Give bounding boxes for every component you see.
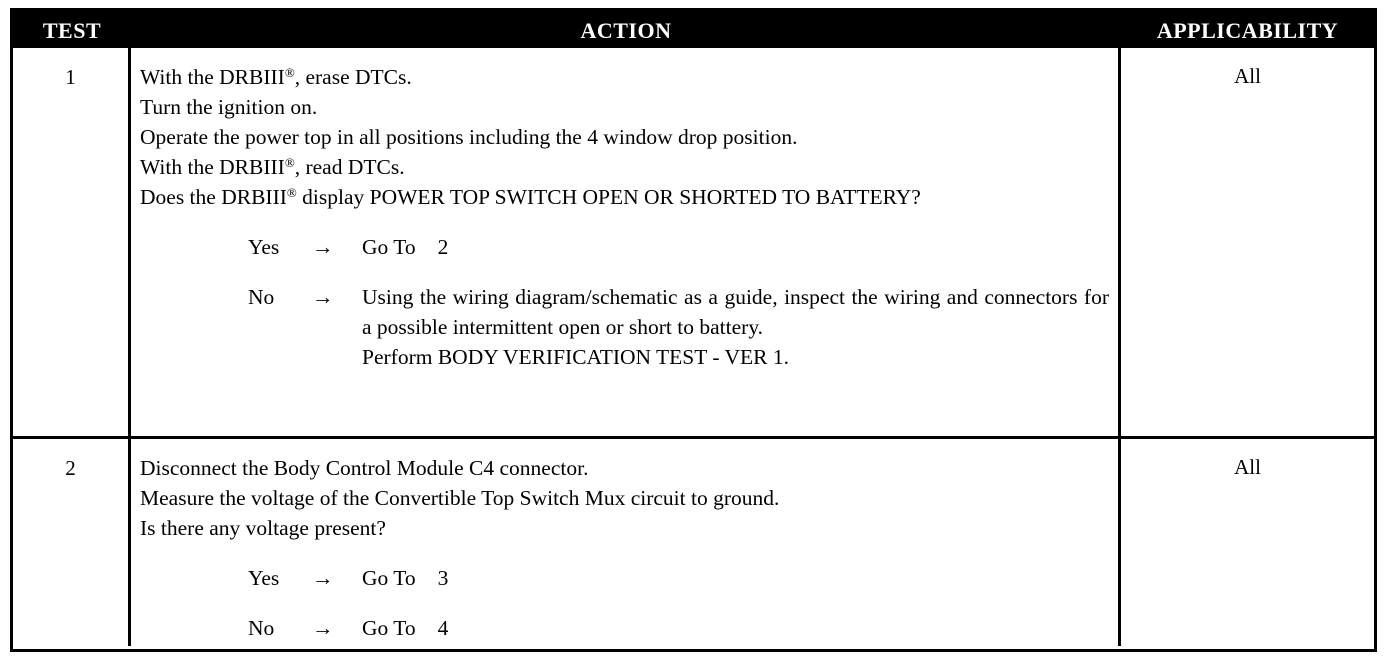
diagnostic-table [10,8,1377,652]
step-text: display POWER TOP SWITCH OPEN OR SHORTED TO BATTERY? [296,185,921,209]
goto-number: 2 [437,235,449,259]
action-question [140,182,1109,212]
action-question: Is there any voltage present? [140,516,386,540]
header-action: ACTION [580,17,672,43]
action-step: Operate the power top in all positions including the 4 window drop position. [140,125,798,149]
answer-yes [248,563,1109,593]
answer-instruction: Perform BODY VERIFICATION TEST - VER 1. [362,345,790,369]
table-row [13,48,1374,439]
answer-result [362,282,1109,372]
header-test: TEST [42,17,102,43]
answer-no [248,282,1109,372]
action-step: Measure the voltage of the Convertible Top Switch Mux circuit to ground. [140,486,780,510]
arrow-icon: → [312,285,334,309]
test-number: 2 [13,439,131,646]
step-text: Does the DRBIII [140,185,287,209]
answer-label: No [248,616,275,640]
goto-number: 4 [437,616,449,640]
action-cell [131,48,1121,436]
step-text: , read DTCs. [294,155,405,179]
answer-result [362,563,1109,593]
goto-text: Go To [362,616,416,640]
test-number: 1 [13,48,131,436]
answer-result [362,613,1109,643]
action-step: Turn the ignition on. [140,95,318,119]
goto-text: Go To [362,235,416,259]
arrow-icon: → [312,616,334,640]
applicability-value: All [1234,64,1261,88]
step-text: With the DRBIII [140,65,285,89]
applicability-value: All [1234,455,1261,479]
action-step [140,152,1109,182]
answer-yes [248,232,1109,262]
answer-label: Yes [248,566,280,590]
answer-instruction: Using the wiring diagram/schematic as a guide, inspect the wiring and connectors for a possible intermittent open or short to battery. [362,285,1109,339]
answer-label: No [248,285,275,309]
action-step [140,62,1109,92]
action-step: Disconnect the Body Control Module C4 connector. [140,456,589,480]
arrow-icon: → [312,566,334,590]
arrow-icon: → [312,235,334,259]
registered-mark: ® [286,185,297,200]
action-cell [131,439,1121,646]
answer-label: Yes [248,235,280,259]
step-text: With the DRBIII [140,155,285,179]
registered-mark: ® [284,155,295,170]
goto-number: 3 [437,566,449,590]
step-text: , erase DTCs. [294,65,412,89]
goto-text: Go To [362,566,416,590]
table-row [13,439,1374,646]
table-header [13,11,1374,48]
registered-mark: ® [284,65,295,80]
answer-result [362,232,1109,262]
header-applicability: APPLICABILITY [1156,17,1339,43]
answer-no [248,613,1109,643]
